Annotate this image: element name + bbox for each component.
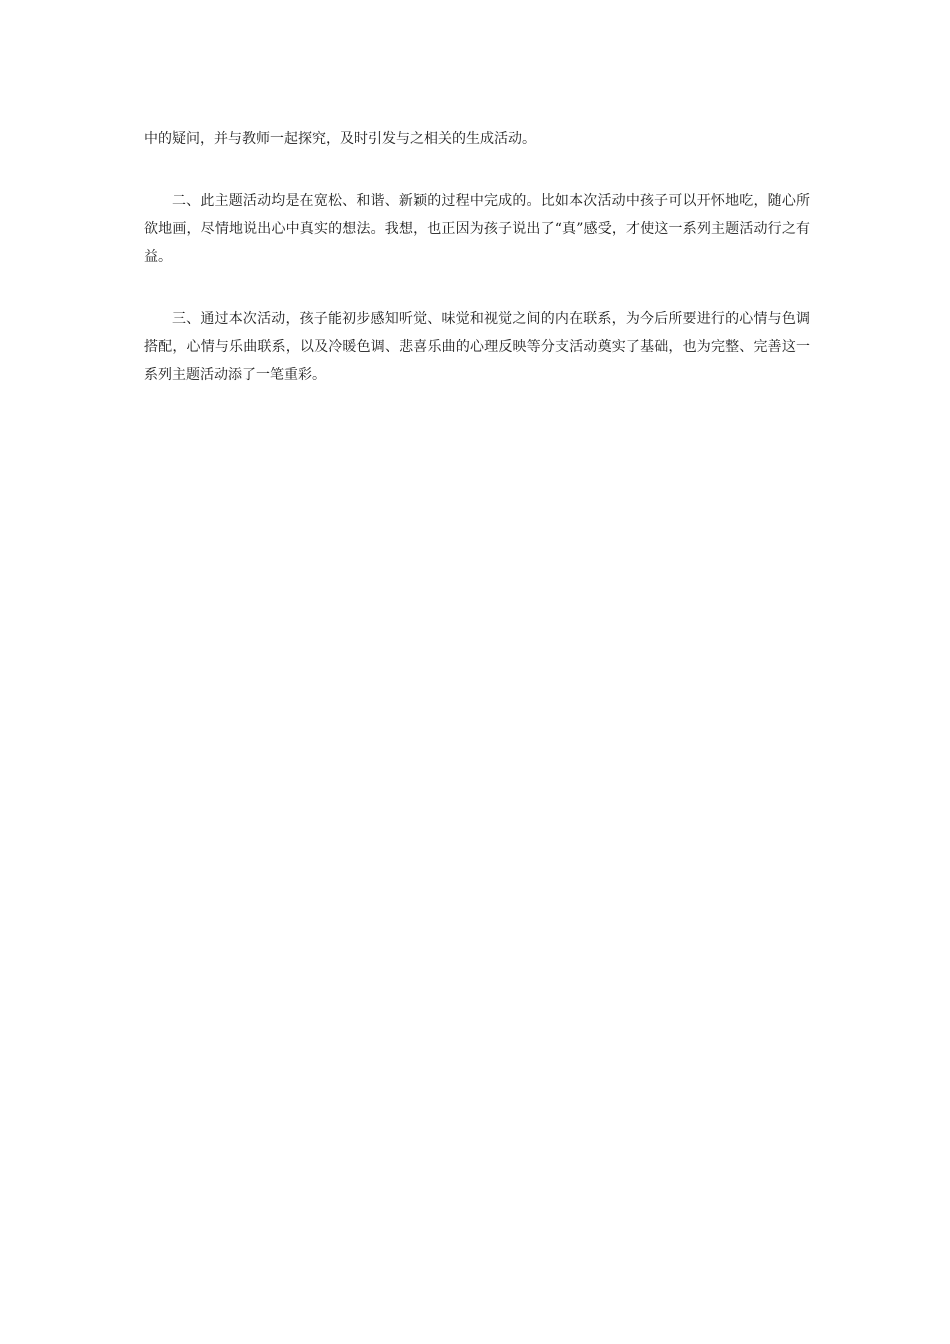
paragraph-continuation: 中的疑问，并与教师一起探究，及时引发与之相关的生成活动。 — [144, 131, 536, 147]
paragraph-gap — [144, 153, 810, 187]
document-body — [144, 125, 810, 389]
paragraph-point-two: 二、此主题活动均是在宽松、和谐、新颖的过程中完成的。比如本次活动中孩子可以开怀地吃，随心所欲地画，尽情地说出心中真实的想法。我想，也正因为孩子说出了“真”感受，才使这一系列主题活动行之有益。 — [144, 193, 810, 265]
paragraph-point-three: 三、通过本次活动，孩子能初步感知听觉、味觉和视觉之间的内在联系，为今后所要进行的心情与色调搭配，心情与乐曲联系，以及冷暖色调、悲喜乐曲的心理反映等分支活动奠实了基础，也为完整、完善这一系列主题活动添了一笔重彩。 — [144, 311, 810, 383]
paragraph-gap — [144, 271, 810, 305]
